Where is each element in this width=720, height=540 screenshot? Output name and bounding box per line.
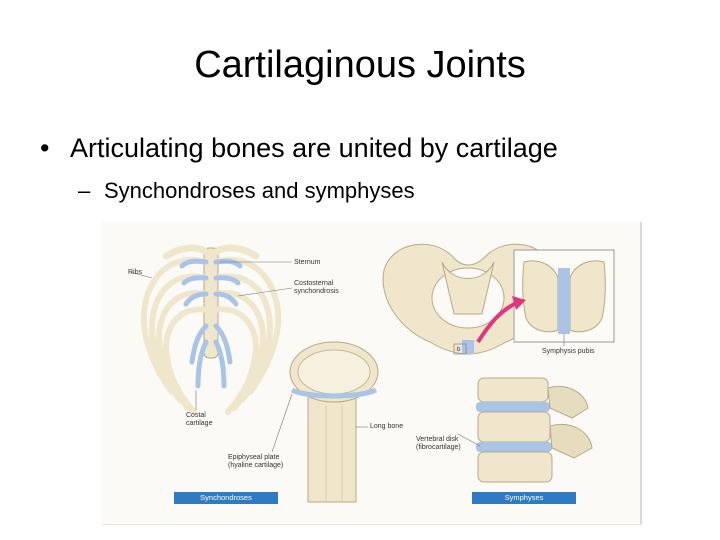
- sub-bullet-marker: –: [78, 178, 91, 203]
- vertebrae-illustration: [458, 378, 592, 482]
- inset-marker-label: b: [457, 347, 461, 353]
- bullet-marker: •: [40, 133, 50, 163]
- synchondroses-tag: Synchondroses: [174, 492, 278, 504]
- sub-bullet-text: Synchondroses and symphyses: [104, 178, 415, 203]
- symphysis-pubis-label: Symphysis pubis: [542, 348, 595, 355]
- rib-cage-illustration: [130, 248, 292, 412]
- anatomy-figure: [102, 222, 642, 525]
- epiphyseal-plate-label: Epiphyseal plate (hyaline cartilage): [228, 454, 284, 469]
- costosternal-label: Costosternal synchondrosis: [294, 280, 339, 295]
- anatomy-illustration: [102, 222, 640, 524]
- long-bone-illustration: [272, 342, 378, 502]
- symphyses-tag: Symphyses: [472, 492, 576, 504]
- vertebral-disk-label: Vertebral disk (fibrocartilage): [416, 436, 461, 451]
- bullet-text: Articulating bones are united by cartilage: [70, 133, 558, 163]
- ribs-label: Ribs: [128, 269, 143, 276]
- costal-cartilage-label: Costal cartilage: [186, 412, 213, 427]
- bullet-level-2: [78, 178, 415, 204]
- long-bone-label: Long bone: [370, 423, 404, 430]
- slide-title: Cartilaginous Joints: [194, 44, 526, 86]
- bullet-level-1: [40, 133, 558, 164]
- sternum-label: Sternum: [294, 259, 321, 266]
